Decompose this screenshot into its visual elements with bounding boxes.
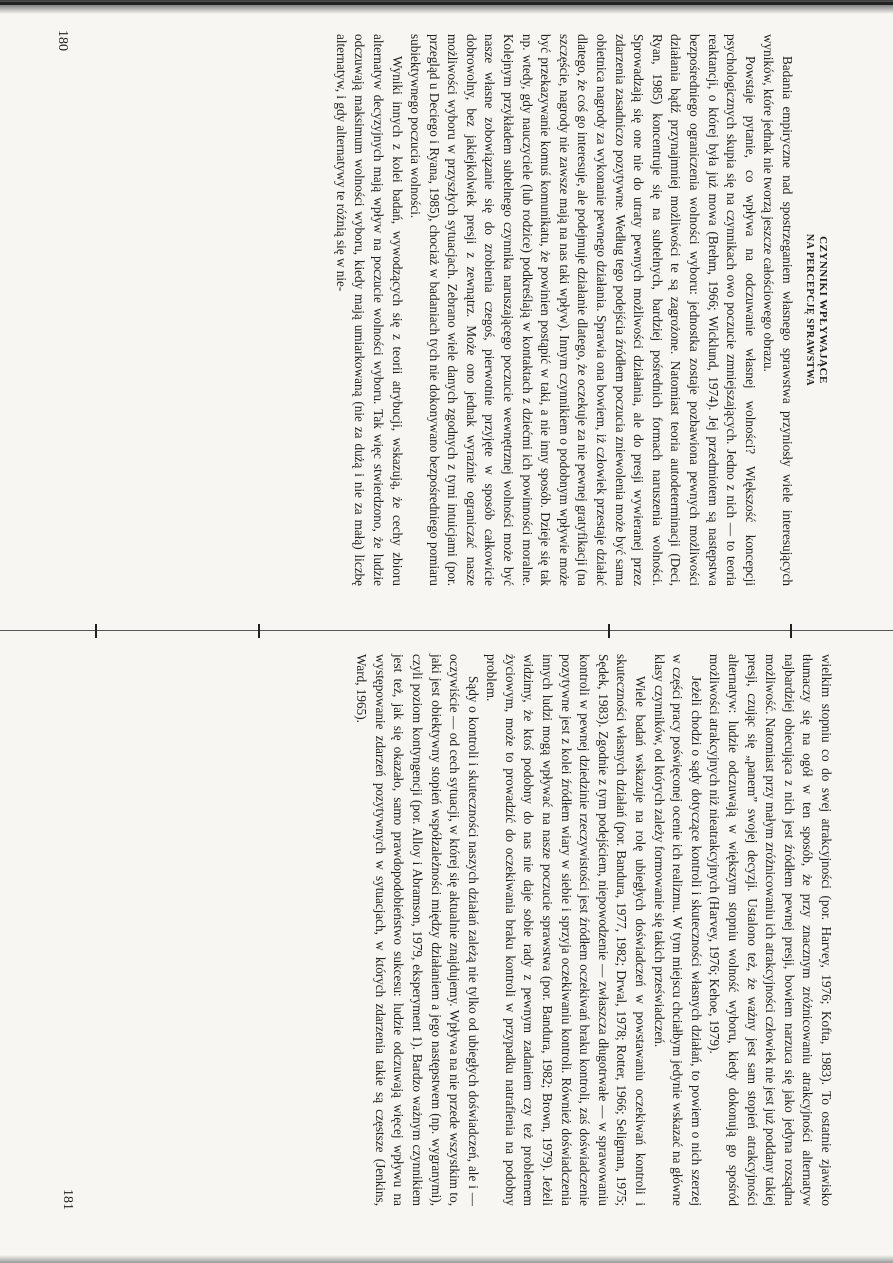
gutter-mark bbox=[258, 624, 260, 638]
scan-edge-line bbox=[0, 2, 893, 5]
paragraph: Jeżeli chodzi o sądy dotyczące kontroli i skuteczności własnych działań, to powiem o nich szerzej w części pracy poświęconej ocenie ich realizmu. W tym miejscu chciałbym jedynie wskazać na główne klasy czynników, od których zależy formowanie się takich przeświadczeń. bbox=[651, 654, 704, 1206]
gutter-mark bbox=[95, 624, 97, 638]
paragraph: wielkim stopniu co do swej atrakcyjności (por. Harvey, 1976; Kofta, 1983). To ostatnie zjawisko tłumaczy się na ogół w ten sposób, że przy znacznym zróżnicowaniu atrakcyjności alternatyw najbardziej obiecująca z nich jest źródłem pewnej presji, bowiem narzuca się jako jedyna rozsądna możliwość. Natomiast przy małym zróżnicowaniu ich atrakcyjności człowiek nie jest już poddany takiej presji, czując się „panem” swojej decyzji. Ustalono też, że ważny jest sam stopień atrakcyjności alternatyw: ludzie odczuwają w większym stopniu wolność wyboru, kiedy dokonują go spośród możliwości atrakcyjnych niż nieatrakcyjnych (Harvey, 1976; Kehoe, 1979). bbox=[707, 654, 834, 1206]
scan-edge-bottom bbox=[0, 1255, 893, 1263]
left-page bbox=[55, 30, 830, 590]
gutter-mark bbox=[608, 624, 610, 638]
paragraph: Badania empiryczne nad spostrzeganiem własnego sprawstwa przyniosły wiele interesujących wyników, które jednak nie tworzą jeszcze całościowego obrazu. bbox=[761, 34, 795, 586]
section-title: CZYNNIKI WPŁYWAJĄCE bbox=[817, 236, 829, 384]
paragraph: Powstaje pytanie, co wpływa na odczuwanie własnej wolności? Większość koncepcji psychologicznych skupia się na czynnikach owo poczucie zmniejszających. Jedno z nich — to teoria reaktancji, o której była już mowa (Brehm, 1966; Wicklund, 1974). Jej przedmiotem są następstwa bezpośredniego ograniczenia wolności wyboru: jednostka zostaje pozbawiona pewnych możliwości działania bądź przynajmniej możliwości te są zagrożone. Natomiast teoria autodeterminacji (Deci, Ryan, 1985) koncentruje się na subtelnych, bardziej pośrednich formach naruszenia wolności. Sprowadzają się one nie do utraty pewnych możliwości działania, ale do presji wywieranej przez zdarzenia zasadniczo pozytywne. Według tego podejścia źródłem poczucia zniewolenia może być sama obietnica nagrody za wykonanie pewnego działania. Sprawia ona bowiem, iż człowiek przestaje działać dlatego, że coś go interesuje, ale podejmuje działanie dlatego, że oczekuje za nie pewnej gratyfikacji (na szczęście, nagrody nie zawsze mają na nas taki wpływ). Innym czynnikiem o podobnym wpływie może być przekazywanie komuś komunikatu, że powinien postąpić w taki, a nie inny sposób. Dzieje się tak np. wtedy, gdy nauczyciele (lub rodzice) podkreślają w kontaktach z dziećmi ich powinności moralne. Kolejnym przykładem subtelnego czynnika naruszającego poczucie wewnętrznej wolności może być nasze własne zobowiązanie się do zrobienia czegoś, pierwotnie przyjęte w sposób całkowicie dobrowolny, bez jakiejkolwiek presji z zewnątrz. Może ono jednak wyraźnie ograniczać nasze możliwości wyboru w przyszłych sytuacjach. Zebrano wiele danych zgodnych z tymi intuicjami (por. przegląd u Deciego i Ryana, 1985), chociaż w badaniach tych nie dokonywano bezpośredniego pomiaru subiektywnego poczucia wolności. bbox=[408, 34, 758, 586]
paragraph: Wiele badań wskazuje na rolę ubiegłych doświadczeń w powstawaniu oczekiwań kontroli i skuteczności własnych działań (por. Bandura, 1977, 1982; Drwal, 1978; Rotter, 1966; Seligman, 1975; Sędek, 1983). Zgodnie z tym podejściem, niepowodzenie — zwłaszcza długotrwałe — w sprawowaniu kontroli w pewnej dziedzinie rzeczywistości jest źródłem oczekiwań braku kontroli, zaś doświadczenie pozytywne jest z kolei źródłem wiary w siebie i sprzyja oczekiwaniu kontroli. Również doświadczenia innych ludzi mogą wpływać na nasze poczucie sprawstwa (por. Bandura, 1982; Brown, 1979). Jeżeli widzimy, że ktoś podobny do nas nie daje sobie rady z pewnym zadaniem czy też problemem życiowym, może to prowadzić do oczekiwania braku kontroli w przypadku natrafienia na podobny problem. bbox=[484, 654, 649, 1206]
page-number: 180 bbox=[55, 30, 70, 51]
paragraph: Wyniki innych z kolei badań, wywodzących się z teorii atrybucji, wskazują, że cechy zbioru alternatyw decyzyjnych mają wpływ na poczucie wolności wyboru. Tak więc stwierdzono, że ludzie odczuwają maksimum wolności wyboru, kiedy mają umiarkowaną (nie za dużą i nie za małą) liczbę alternatyw, i gdy alternatywy te różnią się w nie- bbox=[333, 34, 405, 586]
book-gutter bbox=[0, 630, 893, 631]
paragraph: Sądy o kontroli i skuteczności naszych działań zależą nie tylko od ubiegłych doświadczeń, ale i — oczywiście — od cech sytuacji, w której się aktualnie znajdujemy. Wpływa na nie przede wszystkim to, jaki jest obiektywny stopień współzależności między działaniem a jego następstwem (np. wygranymi), czyli poziom kontyngencji (por. Alloy i Abramson, 1979, eksperyment 1). Bardzo ważnym czynnikiem jest też, jak się okazało, samo prawdopodobieństwo sukcesu: ludzie odczuwają więcej wpływu na występowanie zdarzeń pozytywnych w sytuacjach, w których zdarzenia takie są częstsze (Jenkins, Ward, 1965). bbox=[354, 654, 481, 1206]
gutter-mark bbox=[790, 624, 792, 638]
section-subtitle: NA PERCEPCJĘ SPRAWSTWA bbox=[804, 233, 815, 387]
page-number: 181 bbox=[60, 1189, 75, 1210]
right-page bbox=[60, 650, 835, 1210]
